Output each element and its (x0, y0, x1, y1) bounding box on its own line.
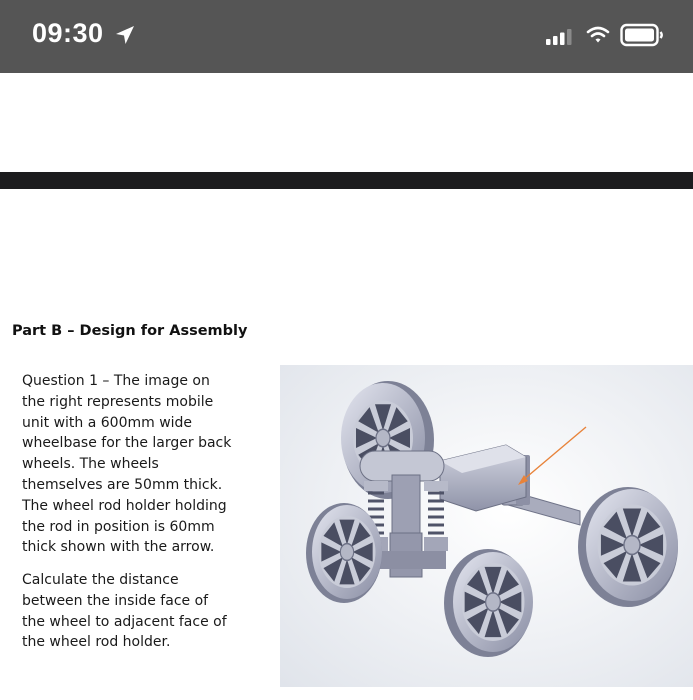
section-divider (0, 172, 693, 189)
signal-bars-icon (546, 28, 576, 46)
part-heading: Part B – Design for Assembly (12, 323, 248, 339)
mobile-unit-figure (280, 365, 693, 687)
question-1-text: Question 1 – The image on the right represents mobile unit with a 600mm wide wheelbase for the larger back wheels. The wheels themselves are 50mm thick. The wheel rod holder holding the rod in position is 60mm thick shown with the arrow. (22, 373, 232, 556)
status-time: 09:30 (32, 18, 104, 48)
wifi-icon (586, 25, 610, 45)
location-arrow-icon (114, 24, 136, 46)
battery-icon (620, 23, 664, 47)
task-text: Calculate the distance between the inside face of the wheel to adjacent face of the wheel rod holder. (22, 572, 227, 651)
status-bar (0, 0, 693, 73)
